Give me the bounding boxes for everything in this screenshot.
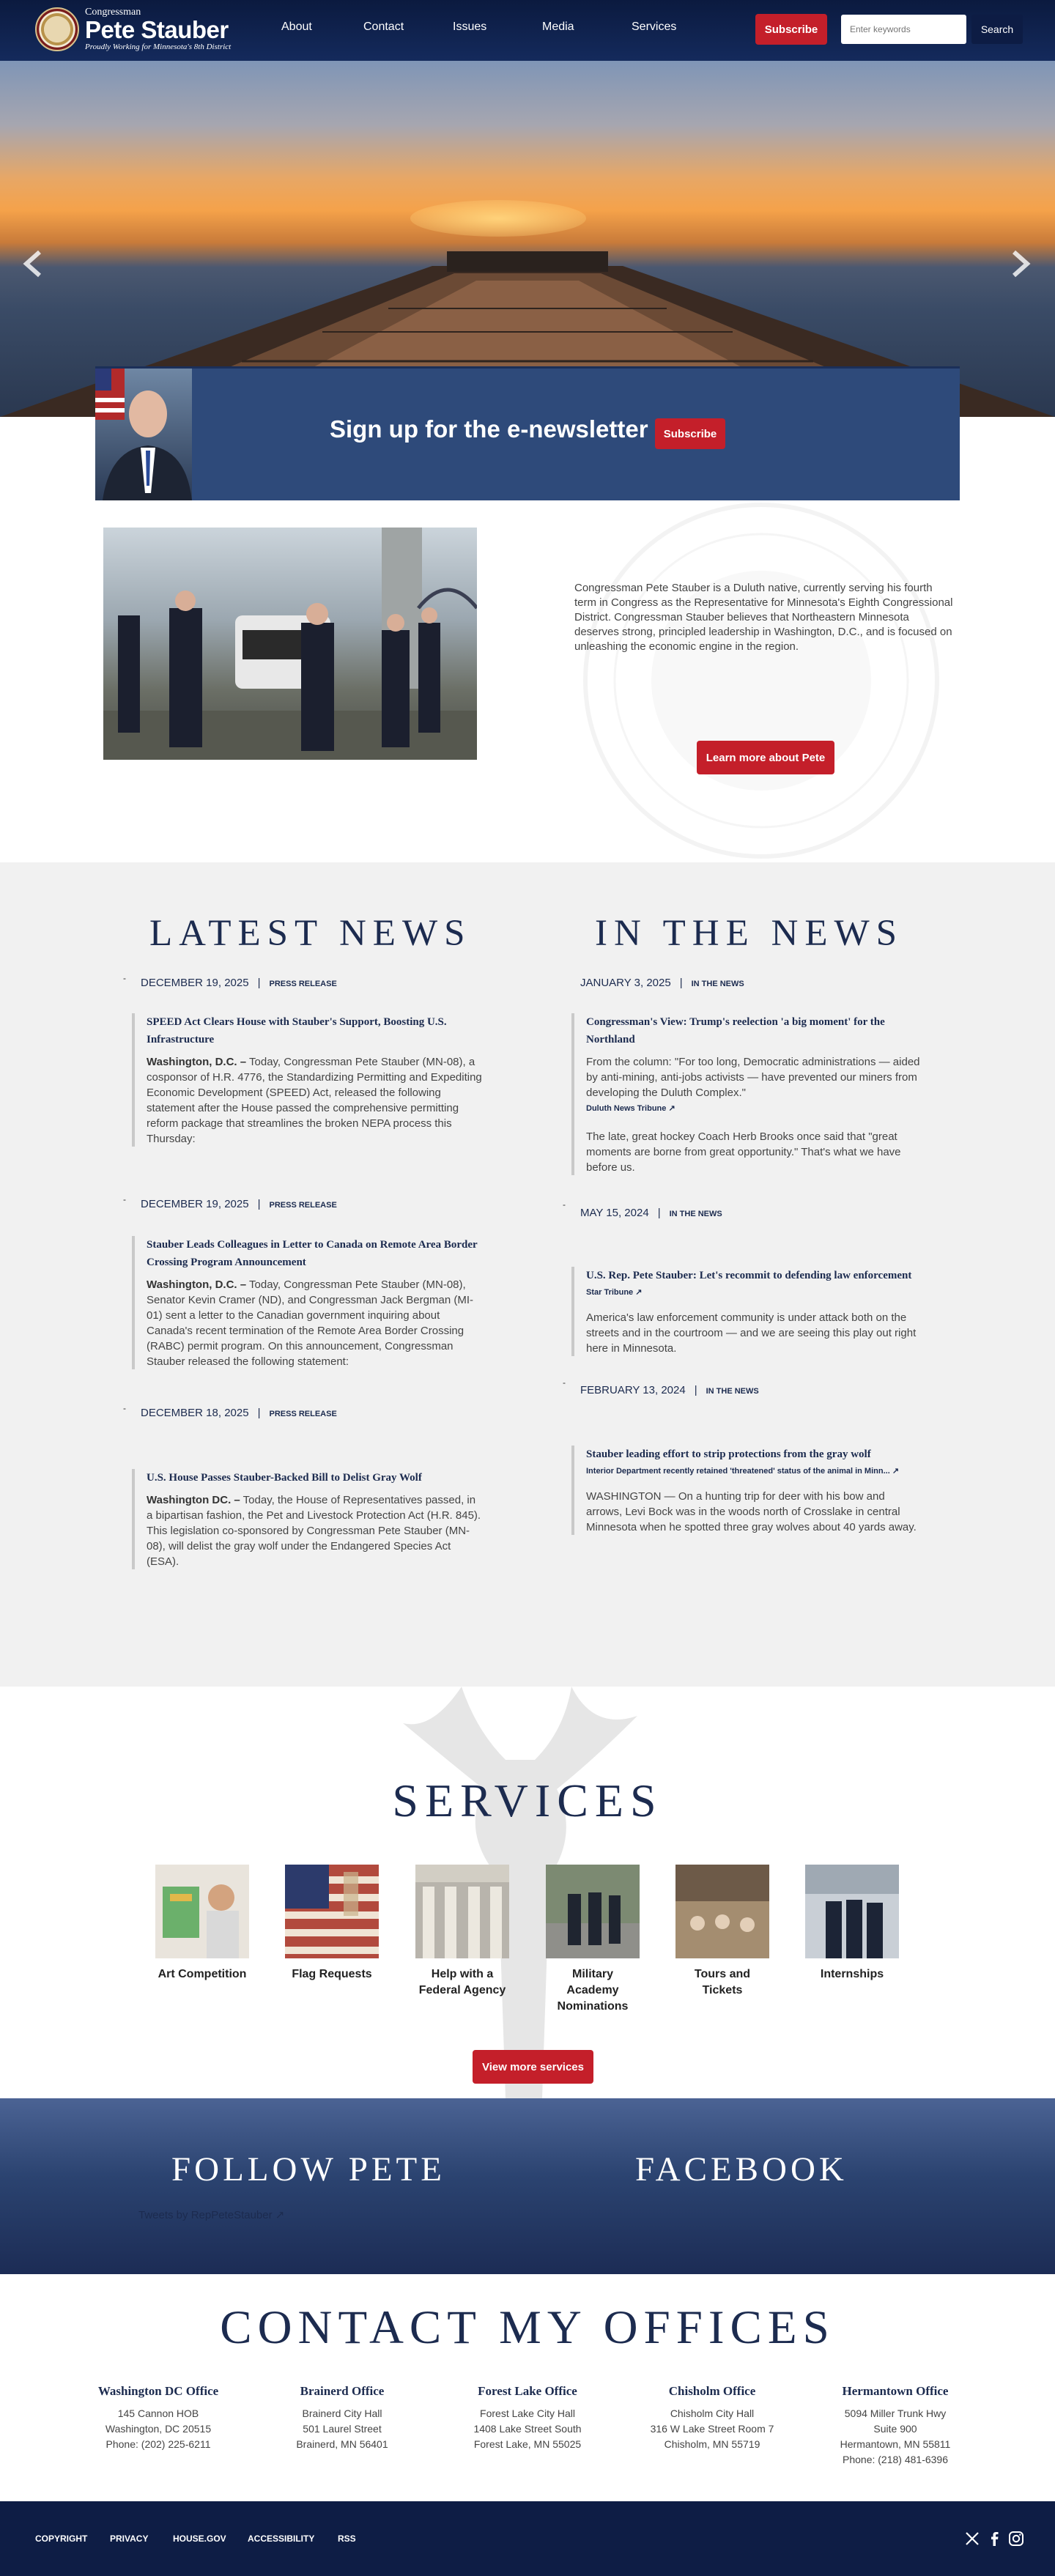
newsletter-banner [95, 366, 960, 500]
news-headline[interactable]: SPEED Act Clears House with Stauber's Support, Boosting U.S. Infrastructure [147, 1016, 447, 1045]
news-date: FEBRUARY 13, 2024 | IN THE NEWS [580, 1384, 759, 1396]
site-header [0, 0, 1055, 61]
about-text: Congressman Pete Stauber is a Duluth native, currently serving his fourth term in Congress as the Representative for Minnesota's Eighth Congressional District. Congressman Stauber believes that Northeastern Minnesota deserves strong, principled leadership in Washington, D.C., and is focused on unleashing the economic engine in the region. [574, 582, 953, 653]
congressman-portrait [95, 369, 192, 500]
facebook-title: FACEBOOK [635, 2150, 848, 2188]
nav-about[interactable]: About [281, 21, 312, 33]
footer-copyright-link[interactable]: COPYRIGHT [35, 2534, 88, 2544]
news-date: DECEMBER 18, 2025 | PRESS RELEASE [141, 1407, 337, 1419]
service-tours-tickets[interactable]: Tours and Tickets [675, 1865, 769, 1999]
congressional-seal-icon [35, 7, 79, 51]
news-date: JANUARY 3, 2025 | IN THE NEWS [580, 977, 744, 989]
art-competition-image [155, 1865, 249, 1958]
service-internships[interactable]: Internships [805, 1865, 899, 1983]
about-photo [103, 528, 477, 760]
instagram-icon[interactable] [1008, 2531, 1024, 2547]
nav-services[interactable]: Services [632, 21, 677, 33]
follow-section [0, 2098, 1055, 2274]
service-art-competition[interactable]: Art Competition [155, 1865, 249, 1983]
news-date: MAY 15, 2024 | IN THE NEWS [580, 1207, 722, 1219]
hero-slider [0, 61, 1055, 417]
news-headline[interactable]: U.S. Rep. Pete Stauber: Let's recommit to defending law enforcement [586, 1270, 912, 1281]
view-more-services-button[interactable]: View more services [473, 2050, 593, 2084]
slider-prev-arrow-icon[interactable] [18, 248, 50, 280]
news-source[interactable]: Interior Department recently retained 'threatened' status of the animal in Minn... ↗ [586, 1467, 900, 1476]
news-section: LATEST NEWS IN THE NEWS - DECEMBER 19, 2025 | PRESS RELEASE SPEED Act Clears House with Stauber's Support, Boosting U.S. Infrastructure Washington, D.C. – Today, Congressman Pete Stauber (MN-08), a cosponsor of H.R. 4776, the Standardizing Permitting and Expediting Economic Development (SPEED) Act, released the following statement after the House passed the comprehensive permitting reform package that streamlines the broken NEPA process this Thursday: - DECEMBER 19, 2025 | PRESS RELEASE Stauber Leads Colleagues in Letter to Canada on Remote Area Border Crossing Program Announcement Washington, D.C. – Today, Congressman Pete Stauber (MN-08), Senator Kevin Cramer (ND), and Congressman Jack Bergman (MI-01) sent a letter to the Canadian government inquiring about Canada's recent termination of the Remote Area Border Crossing (RABC) permit program. On this announcement, Congressman Stauber released the following statement: - DECEMBER 18, 2025 | PRESS RELEASE U.S. House Passes Stauber-Backed Bill to Delist Gray Wolf Washington DC. – Today, the House of Representatives passed, in a bipartisan fashion, the Pet and Livestock Protection Act (H.R. 845). This legislation co-sponsored by Congressman Pete Stauber (MN-08), will delist the gray wolf under the Endangered Species Act (ESA). JANUARY 3, 2025 | IN THE NEWS Congressman's View: Trump's reelection 'a big moment' for the Northland From the column: "For too long, Democratic administrations — aided by anti-mining, anti-jobs activists — have prevented our miners from developing the Duluth Complex." Duluth News Tribune ↗ The late, great hockey Coach Herb Brooks once said that "great moments are borne from great opportunity." That's what we have before us. - MAY 15, 2024 | IN THE NEWS U.S. Rep. Pete Stauber: Let's recommit to defending law enforcement Star Tribune ↗ America's law enforcement community is under attack both on the streets and in the courtroom — and we are seeing this play out right here in Minnesota. - FEBRUARY 13, 2024 | IN THE NEWS Stauber leading effort to strip protections from the gray wolf Interior Department recently retained 'threatened' status of the animal in Minn... ↗ WASHINGTON — On a hunting trip for deer with his bow and arrows, Levi Bock was in the woods north of Crosslake in central Minnesota when he spotted three gray wolves about 40 yards away. [0, 862, 1055, 1687]
news-source[interactable]: Duluth News Tribune ↗ [586, 1104, 675, 1113]
x-icon[interactable] [964, 2531, 980, 2547]
external-link-icon: ↗ [892, 1467, 900, 1476]
news-item: Stauber Leads Colleagues in Letter to Canada on Remote Area Border Crossing Program Announcement Washington, D.C. – Today, Congressman Pete Stauber (MN-08), Senator Kevin Cramer (ND), and Congressman Jack Bergman (MI-01) sent a letter to the Canadian government inquiring about Canada's recent termination of the Remote Area Border Crossing (RABC) permit program. On this announcement, Congressman Stauber released the following statement: [132, 1236, 484, 1369]
nav-issues[interactable]: Issues [453, 21, 487, 33]
newsletter-subscribe-button[interactable]: Subscribe [655, 418, 725, 449]
services-title: SERVICES [392, 1774, 663, 1826]
service-flag-requests[interactable]: Flag Requests [285, 1865, 379, 1983]
nav-media[interactable]: Media [542, 21, 574, 33]
main-nav [281, 21, 721, 34]
internships-image [805, 1865, 899, 1958]
footer-housegov-link[interactable]: HOUSE.GOV [173, 2534, 226, 2544]
flag-requests-image [285, 1865, 379, 1958]
facebook-icon[interactable] [986, 2531, 1002, 2547]
search-input[interactable] [841, 15, 966, 44]
external-link-icon: ↗ [668, 1104, 675, 1113]
site-footer [0, 2501, 1055, 2576]
follow-pete-title: FOLLOW PETE [171, 2150, 445, 2188]
learn-more-button[interactable]: Learn more about Pete [697, 741, 834, 774]
site-logo[interactable] [35, 7, 231, 51]
search-button[interactable]: Search [971, 15, 1023, 44]
news-date: DECEMBER 19, 2025 | PRESS RELEASE [141, 1198, 337, 1210]
federal-agency-image [415, 1865, 509, 1958]
news-item: U.S. House Passes Stauber-Backed Bill to Delist Gray Wolf Washington DC. – Today, the House of Representatives passed, in a bipartisan fashion, the Pet and Livestock Protection Act (H.R. 845). This legislation co-sponsored by Congressman Pete Stauber (MN-08), will delist the gray wolf under the Endangered Species Act (ESA). [132, 1469, 484, 1569]
news-source[interactable]: Star Tribune ↗ [586, 1288, 643, 1297]
slider-next-arrow-icon[interactable] [1004, 248, 1036, 280]
contact-title: CONTACT MY OFFICES [220, 2301, 835, 2354]
footer-rss-link[interactable]: RSS [338, 2534, 356, 2544]
news-date: DECEMBER 19, 2025 | PRESS RELEASE [141, 977, 337, 989]
office-chisholm: Chisholm Office Chisholm City Hall 316 W Lake Street Room 7 Chisholm, MN 55719 [650, 2384, 774, 2450]
news-item: SPEED Act Clears House with Stauber's Support, Boosting U.S. Infrastructure Washington, D.C. – Today, Congressman Pete Stauber (MN-08), a cosponsor of H.R. 4776, the Standardizing Permitting and Expediting Economic Development (SPEED) Act, released the following statement after the House passed the comprehensive permitting reform package that streamlines the broken NEPA process this Thursday: [132, 1013, 484, 1147]
news-item: Stauber leading effort to strip protections from the gray wolf Interior Department recently retained 'threatened' status of the animal in Minn... ↗ WASHINGTON — On a hunting trip for deer with his bow and arrows, Levi Bock was in the woods north of Crosslake in central Minnesota when he spotted three gray wolves about 40 yards away. [571, 1446, 923, 1535]
in-the-news-title: IN THE NEWS [595, 913, 904, 954]
logo-small-text: Congressman [85, 7, 141, 18]
tours-tickets-image [675, 1865, 769, 1958]
service-military-academy[interactable]: Military Academy Nominations [546, 1865, 640, 2015]
external-link-icon: ↗ [275, 2209, 285, 2221]
hero-sun-glow [410, 200, 586, 237]
news-item: U.S. Rep. Pete Stauber: Let's recommit to defending law enforcement Star Tribune ↗ America's law enforcement community is under attack both on the streets and in the courtroom — and we are seeing this play out right here in Minnesota. [571, 1267, 923, 1356]
office-brainerd: Brainerd Office Brainerd City Hall 501 Laurel Street Brainerd, MN 56401 [296, 2384, 388, 2450]
news-headline[interactable]: U.S. House Passes Stauber-Backed Bill to Delist Gray Wolf [147, 1472, 422, 1484]
office-hermantown: Hermantown Office 5094 Miller Trunk Hwy Suite 900 Hermantown, MN 55811 Phone: (218) 481-6396 [840, 2384, 951, 2465]
news-headline[interactable]: Stauber leading effort to strip protections from the gray wolf [586, 1448, 871, 1460]
header-subscribe-button[interactable]: Subscribe [755, 14, 827, 45]
latest-news-title: LATEST NEWS [149, 913, 472, 954]
footer-privacy-link[interactable]: PRIVACY [110, 2534, 149, 2544]
news-headline[interactable]: Stauber Leads Colleagues in Letter to Canada on Remote Area Border Crossing Program Announcement [147, 1239, 478, 1268]
service-federal-agency[interactable]: Help with a Federal Agency [415, 1865, 509, 1999]
tweets-link[interactable]: Tweets by RepPeteStauber ↗ [138, 2209, 285, 2221]
services-section [0, 1687, 1055, 2098]
footer-accessibility-link[interactable]: ACCESSIBILITY [248, 2534, 315, 2544]
logo-name: Pete Stauber [85, 16, 229, 43]
office-washington: Washington DC Office 145 Cannon HOB Washington, DC 20515 Phone: (202) 225-6211 [97, 2384, 219, 2450]
newsletter-title: Sign up for the e-newsletter [330, 415, 648, 443]
office-forest-lake: Forest Lake Office Forest Lake City Hall 1408 Lake Street South Forest Lake, MN 55025 [473, 2384, 582, 2450]
logo-tagline: Proudly Working for Minnesota's 8th District [85, 42, 232, 51]
news-item: Congressman's View: Trump's reelection 'a big moment' for the Northland From the column: "For too long, Democratic administrations — aided by anti-mining, anti-jobs activists — have prevented our miners from developing the Duluth Complex." Duluth News Tribune ↗ The late, great hockey Coach Herb Brooks once said that "great moments are borne from great opportunity." That's what we have before us. [571, 1013, 923, 1175]
state-seal-watermark [563, 501, 960, 860]
external-link-icon: ↗ [635, 1288, 643, 1297]
military-academy-image [546, 1865, 640, 1958]
nav-contact[interactable]: Contact [363, 21, 404, 33]
news-headline[interactable]: Congressman's View: Trump's reelection 'a big moment' for the Northland [586, 1016, 885, 1045]
contact-section [0, 2274, 1055, 2501]
